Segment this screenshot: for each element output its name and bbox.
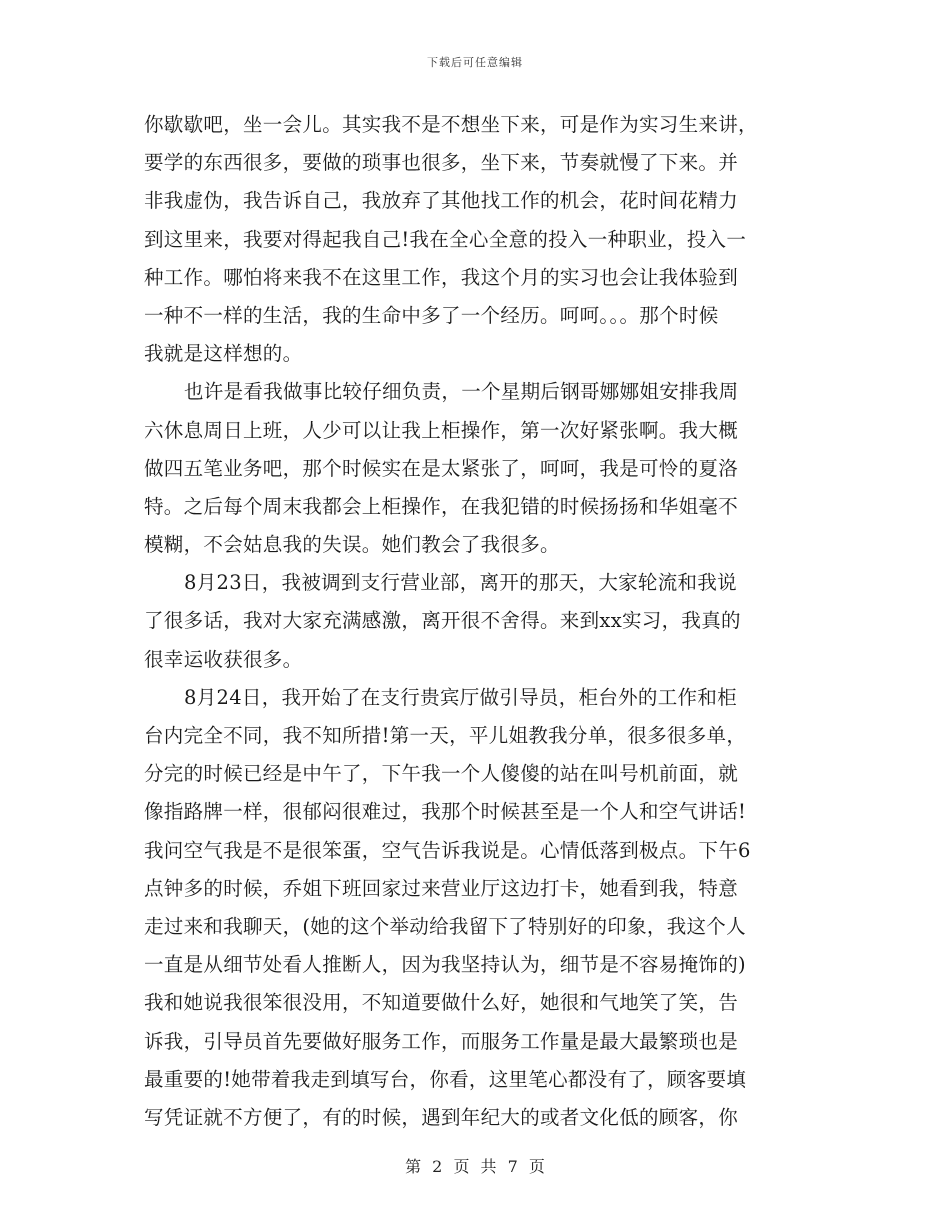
page-header: 下载后可任意编辑	[427, 56, 523, 69]
text-line: 做四五笔业务吧，那个时候实在是太紧张了，呵呵，我是可怜的夏洛	[144, 456, 739, 480]
text-line: 台内完全不同，我不知所措!第一天，平儿姐教我分单，很多很多单，	[144, 724, 747, 747]
page-footer: 第 2 页 共 7 页	[405, 1157, 545, 1176]
text-line: 模糊，不会姑息我的失误。她们教会了我很多。	[144, 533, 560, 557]
text-line: 很幸运收获很多。	[144, 647, 303, 671]
text-line: 分完的时候已经是中午了，下午我一个人傻傻的站在叫号机前面，就	[144, 762, 739, 786]
text-line: 一种不一样的生活，我的生命中多了一个经历。呵呵。。。那个时候	[144, 303, 719, 327]
document-body	[144, 106, 806, 1137]
text-line: 我就是这样想的。	[144, 342, 303, 366]
text-line: 点钟多的时候，乔姐下班回家过来营业厅这边打卡，她看到我，特意	[144, 876, 739, 900]
text-line: 了很多话，我对大家充满感激，离开很不舍得。来到xx实习，我真的	[144, 609, 741, 633]
text-line: 特。之后每个周末我都会上柜操作，在我犯错的时候扬扬和华姐毫不	[144, 494, 739, 518]
text-line: 走过来和我聊天，(她的这个举动给我留下了特别好的印象，我这个人	[144, 914, 746, 938]
paragraph-start-line: 8月24日，我开始了在支行贵宾厅做引导员，柜台外的工作和柜	[184, 685, 737, 709]
text-line: 到这里来，我要对得起我自己!我在全心全意的投入一种职业，投入一	[144, 227, 747, 251]
text-line: 我和她说我很笨很没用，不知道要做什么好，她很和气地笑了笑，告	[144, 991, 739, 1015]
text-line: 要学的东西很多，要做的琐事也很多，坐下来，节奏就慢了下来。并	[144, 151, 739, 175]
text-line: 最重要的!她带着我走到填写台，你看，这里笔心都没有了，顾客要填	[144, 1067, 747, 1091]
text-line: 一直是从细节处看人推断人，因为我坚持认为，细节是不容易掩饰的)	[144, 953, 746, 977]
text-line: 六休息周日上班，人少可以让我上柜操作，第一次好紧张啊。我大概	[144, 418, 739, 442]
text-line: 非我虚伪，我告诉自己，我放弃了其他找工作的机会，花时间花精力	[144, 189, 739, 213]
text-line: 诉我，引导员首先要做好服务工作，而服务工作量是最大最繁琐也是	[144, 1029, 739, 1053]
text-line: 我问空气我是不是很笨蛋，空气告诉我说是。心情低落到极点。下午6	[144, 838, 751, 862]
text-line: 你歇歇吧，坐一会儿。其实我不是不想坐下来，可是作为实习生来讲，	[144, 113, 758, 136]
paragraph-start-line: 8月23日，我被调到支行营业部，离开的那天，大家轮流和我说	[184, 571, 737, 595]
text-line: 种工作。哪怕将来我不在这里工作，我这个月的实习也会让我体验到	[144, 265, 739, 289]
text-line: 写凭证就不方便了，有的时候，遇到年纪大的或者文化低的顾客，你	[144, 1105, 739, 1129]
paragraph-start-line: 也许是看我做事比较仔细负责，一个星期后钢哥娜娜姐安排我周	[184, 380, 739, 404]
text-line: 像指路牌一样，很郁闷很难过，我那个时候甚至是一个人和空气讲话!	[144, 800, 747, 824]
